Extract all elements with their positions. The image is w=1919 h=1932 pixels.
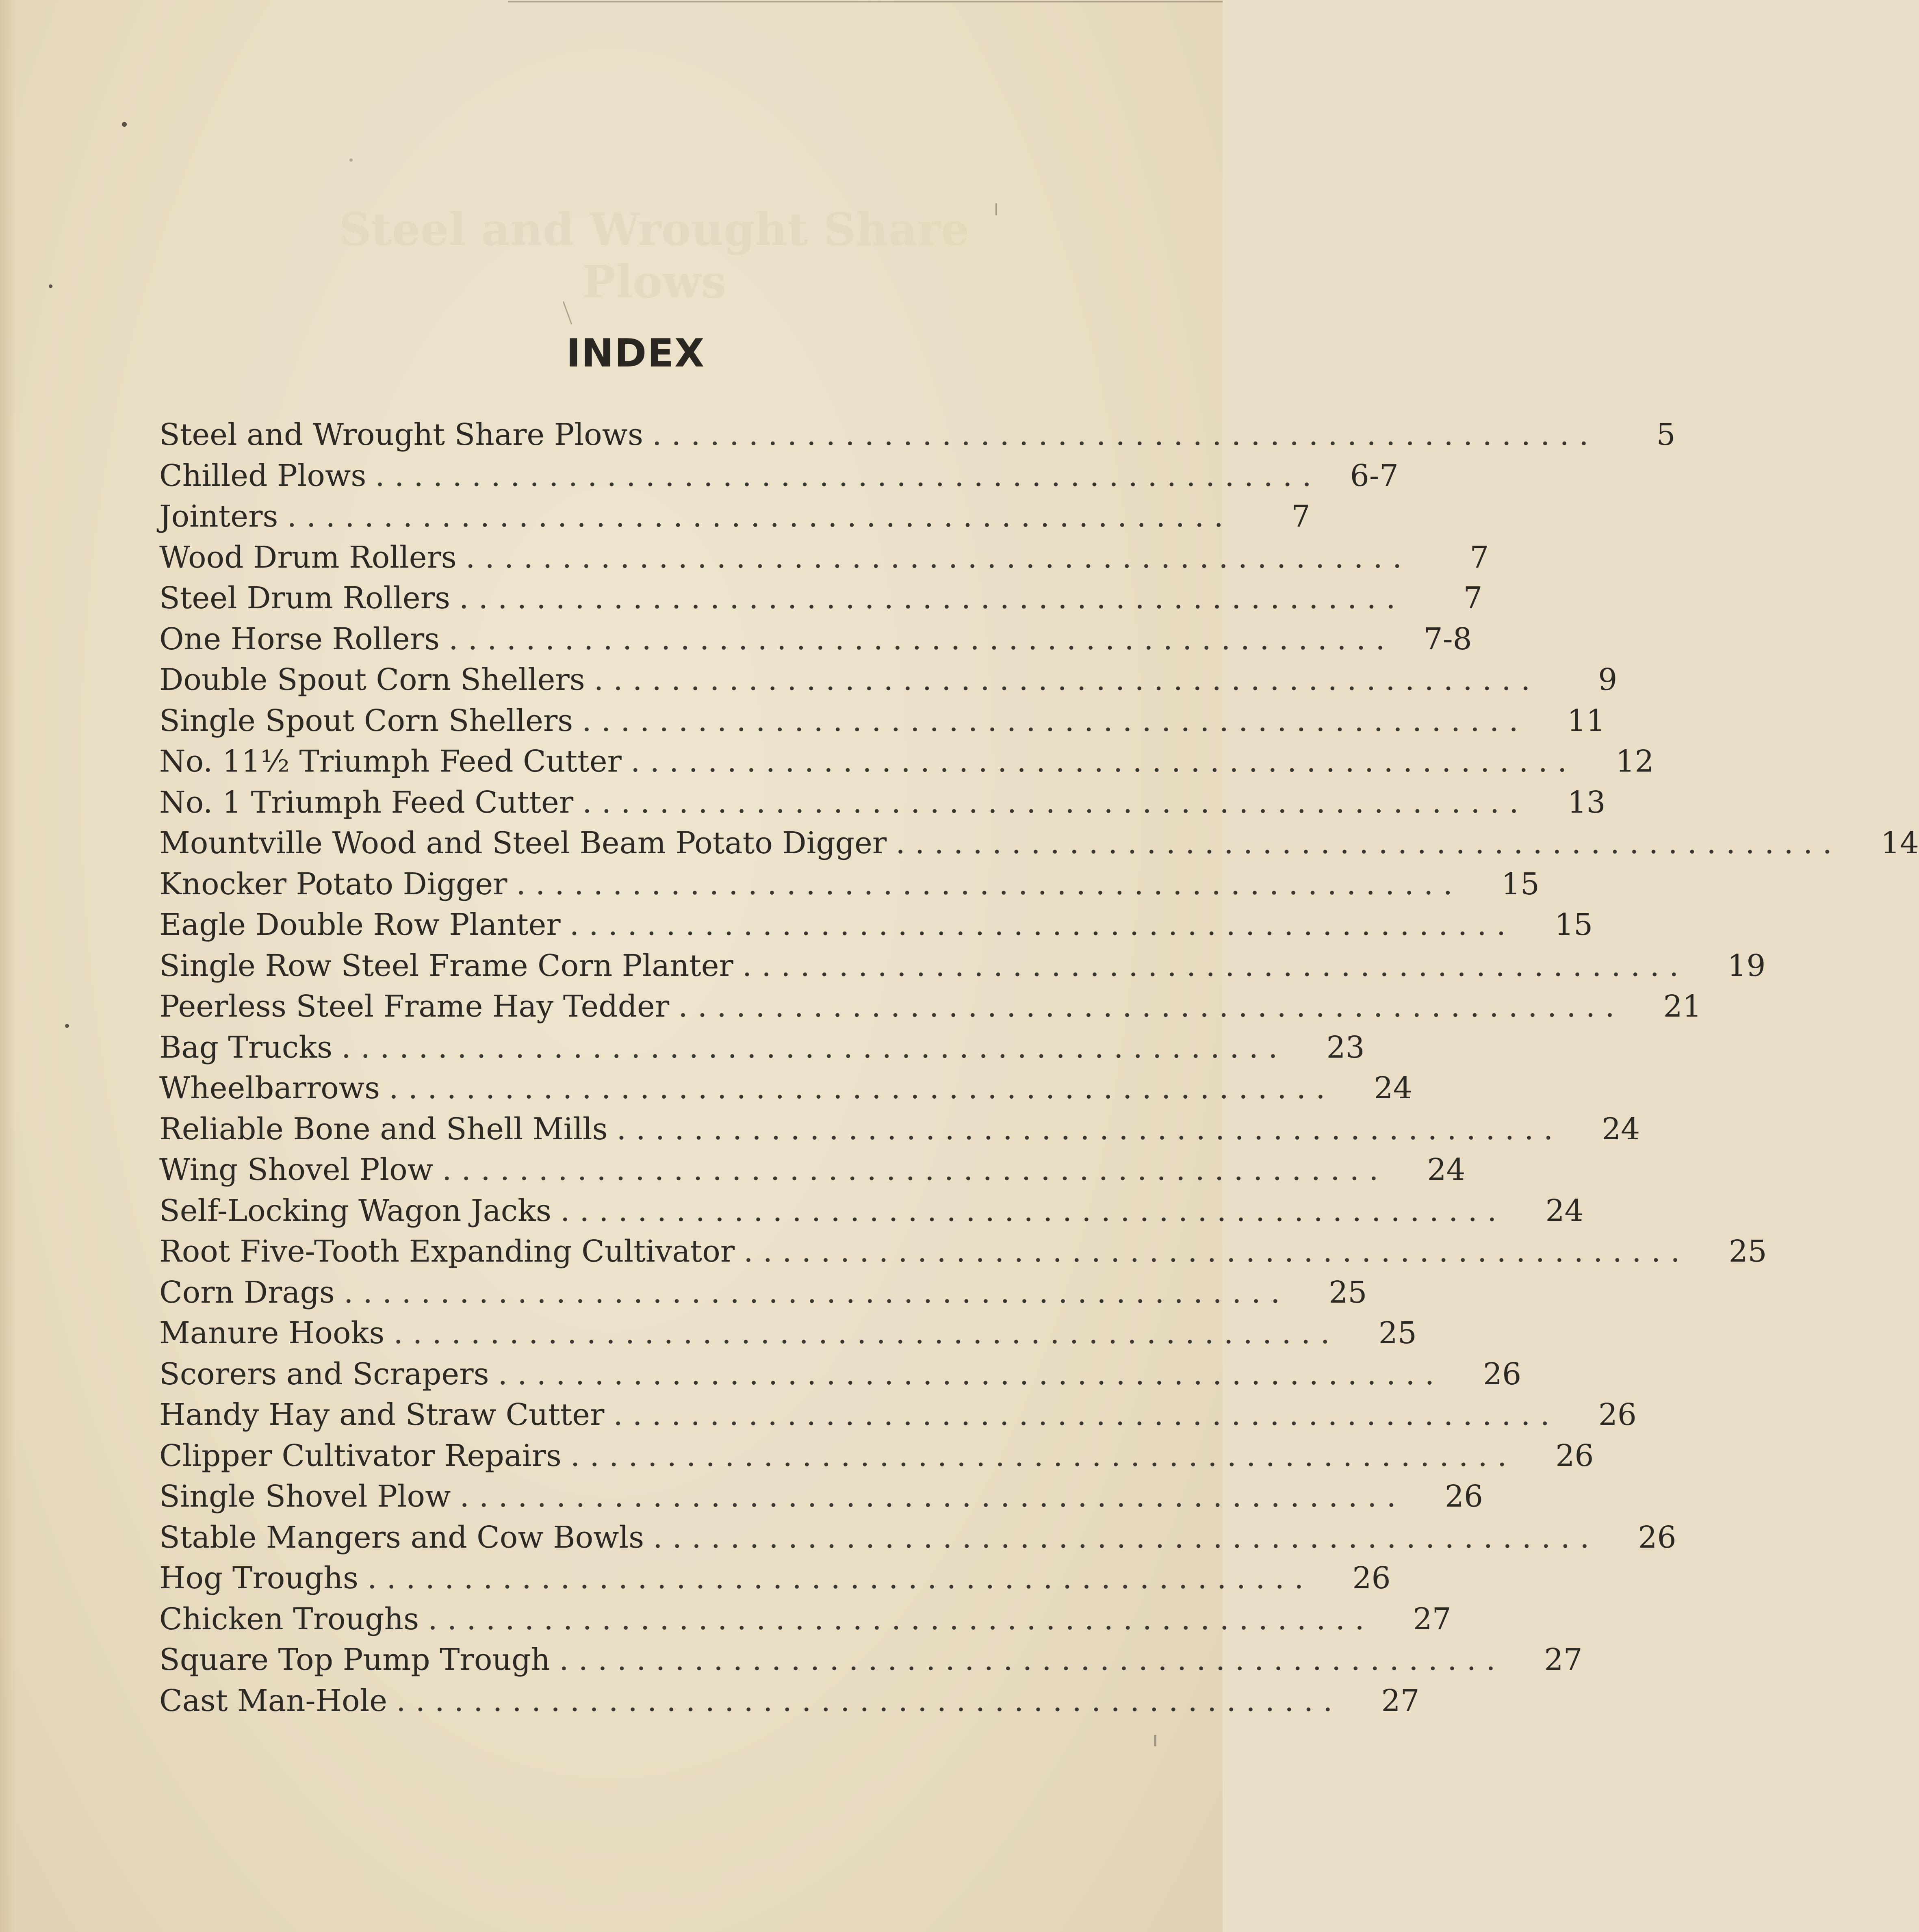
- index-entry-page: 12: [1615, 744, 1654, 779]
- index-entry-page: 7: [1463, 581, 1483, 616]
- index-entry: [159, 986, 1702, 1027]
- dot-leader: .................................................: [341, 1030, 1288, 1065]
- index-entry: [159, 700, 1605, 742]
- paper-speck: [65, 1024, 69, 1028]
- index-entry-page: 24: [1602, 1111, 1640, 1147]
- paper-speck: [1154, 1735, 1156, 1746]
- index-entry-label: Cast Man-Hole: [159, 1683, 388, 1718]
- page-title: INDEX: [566, 331, 705, 376]
- index-entry-page: 14: [1880, 826, 1919, 861]
- index-entry-page: 26: [1555, 1438, 1594, 1473]
- index-entry-page: 24: [1374, 1071, 1412, 1106]
- index-entry-page: 26: [1598, 1397, 1637, 1432]
- index-entry: [159, 945, 1766, 987]
- index-entry: [159, 619, 1472, 660]
- dot-leader: .................................................: [744, 1234, 1690, 1269]
- index-entry: [159, 1149, 1466, 1190]
- dot-leader: .................................................: [393, 1316, 1340, 1351]
- index-entry-page: 27: [1381, 1683, 1420, 1718]
- index-entry: [159, 1476, 1483, 1517]
- dot-leader: .................................................: [594, 662, 1540, 697]
- dot-leader: .................................................: [560, 1193, 1507, 1228]
- index-entry-label: Jointers: [159, 499, 278, 534]
- dot-leader: .................................................: [582, 785, 1529, 820]
- index-entry: [159, 1109, 1640, 1150]
- index-entry: [159, 1558, 1391, 1599]
- index-entry-label: Handy Hay and Straw Cutter: [159, 1397, 605, 1432]
- dot-leader: .................................................: [343, 1275, 1290, 1310]
- dot-leader: .................................................: [630, 744, 1577, 779]
- index-entry-page: 13: [1567, 785, 1606, 820]
- index-entry: [159, 782, 1606, 823]
- index-entry: [159, 537, 1489, 578]
- dot-leader: .................................................: [428, 1601, 1374, 1637]
- index-entry: [159, 823, 1919, 864]
- dot-leader: .................................................: [389, 1071, 1335, 1106]
- dot-leader: .................................................: [442, 1152, 1388, 1187]
- page-edge-shadow: [0, 0, 16, 1932]
- index-entry-page: 7-8: [1423, 621, 1472, 657]
- dot-leader: .................................................: [616, 1111, 1563, 1147]
- index-entry-page: 6-7: [1350, 458, 1399, 493]
- index-entry-label: No. 11½ Triumph Feed Cutter: [159, 744, 622, 779]
- dot-leader: .................................................: [570, 1438, 1517, 1473]
- index-entry: [159, 578, 1483, 619]
- index-entry-label: Square Top Pump Trough: [159, 1642, 551, 1677]
- dot-leader: .................................................: [652, 417, 1598, 452]
- index-entry-label: Bag Trucks: [159, 1030, 333, 1065]
- index-entry-page: 24: [1427, 1152, 1466, 1187]
- paper-speck: [49, 284, 52, 288]
- index-entry-page: 26: [1352, 1561, 1391, 1596]
- index-entry-label: Clipper Cultivator Repairs: [159, 1438, 562, 1473]
- index-entry-page: 9: [1598, 662, 1618, 697]
- index-entry: [159, 1313, 1417, 1354]
- dot-leader: .................................................: [287, 499, 1234, 534]
- index-entry-label: Wing Shovel Plow: [159, 1152, 434, 1187]
- index-entry-page: 27: [1413, 1601, 1451, 1637]
- dot-leader: .................................................: [582, 703, 1528, 738]
- index-entry-label: Self-Locking Wagon Jacks: [159, 1193, 551, 1228]
- index-entry: [159, 414, 1676, 455]
- index-entry: [159, 1517, 1676, 1558]
- index-entry-page: 5: [1656, 417, 1676, 452]
- index-entry: [159, 1190, 1584, 1232]
- index-entry-label: One Horse Rollers: [159, 621, 440, 657]
- index-entry-label: Stable Mangers and Cow Bowls: [159, 1520, 644, 1555]
- index-entry: [159, 496, 1311, 537]
- index-entry: [159, 1435, 1594, 1477]
- index-entry: [159, 1068, 1412, 1109]
- index-entry-page: 21: [1663, 989, 1702, 1024]
- index-entry: [159, 1272, 1367, 1313]
- dot-leader: .................................................: [613, 1397, 1559, 1432]
- index-entry-label: Eagle Double Row Planter: [159, 907, 561, 942]
- index-entry-label: Steel and Wrought Share Plows: [159, 417, 643, 452]
- index-entry-page: 23: [1326, 1030, 1365, 1065]
- dot-leader: .................................................: [396, 1683, 1342, 1718]
- index-entry-page: 25: [1378, 1316, 1417, 1351]
- dot-leader: .................................................: [367, 1561, 1314, 1596]
- index-entry-page: 7: [1470, 540, 1489, 575]
- index-entry-label: Reliable Bone and Shell Mills: [159, 1111, 608, 1147]
- index-entry-page: 15: [1501, 866, 1540, 902]
- index-entry-label: Single Spout Corn Shellers: [159, 703, 573, 738]
- index-entry-label: Single Row Steel Frame Corn Planter: [159, 948, 733, 983]
- index-entry: [159, 1231, 1767, 1272]
- paper-speck: [122, 122, 127, 127]
- index-entry-page: 7: [1291, 499, 1311, 534]
- dot-leader: .................................................: [896, 826, 1842, 861]
- index-entry-label: Wheelbarrows: [159, 1071, 380, 1106]
- index-entry: [159, 741, 1654, 782]
- index-entry-label: Wood Drum Rollers: [159, 540, 457, 575]
- index-entry: [159, 1639, 1583, 1680]
- dot-leader: .................................................: [498, 1356, 1444, 1392]
- index-entry-page: 24: [1545, 1193, 1584, 1228]
- dot-leader: .................................................: [375, 458, 1321, 493]
- index-entry-label: Mountville Wood and Steel Beam Potato Digger: [159, 826, 887, 861]
- index-entry-label: Steel Drum Rollers: [159, 581, 451, 616]
- index-entry-label: Chicken Troughs: [159, 1601, 419, 1637]
- index-entry-label: Double Spout Corn Shellers: [159, 662, 585, 697]
- index-entry: [159, 904, 1593, 945]
- index-entry-page: 26: [1483, 1356, 1522, 1392]
- index-entry-label: Chilled Plows: [159, 458, 366, 493]
- index-entry-page: 26: [1638, 1520, 1676, 1555]
- dot-leader: .................................................: [459, 581, 1405, 616]
- index-entry-label: Scorers and Scrapers: [159, 1356, 489, 1392]
- show-through-text: Steel and Wrought Share Plows: [339, 203, 969, 308]
- index-entry: [159, 864, 1540, 905]
- index-entry-page: 15: [1555, 907, 1593, 942]
- index-entry: [159, 455, 1399, 497]
- index-entry-label: Single Shovel Plow: [159, 1479, 451, 1514]
- top-edge-rule: [508, 1, 1223, 2]
- dot-leader: .................................................: [742, 948, 1689, 983]
- index-list: [159, 414, 1919, 1721]
- index-entry-label: Knocker Potato Digger: [159, 866, 507, 902]
- index-entry-page: 25: [1728, 1234, 1767, 1269]
- dot-leader: .................................................: [678, 989, 1624, 1024]
- index-entry-page: 27: [1544, 1642, 1583, 1677]
- dot-leader: .................................................: [465, 540, 1412, 575]
- index-entry: [159, 1027, 1365, 1068]
- index-entry: [159, 1680, 1420, 1722]
- dot-leader: .................................................: [460, 1479, 1406, 1514]
- dot-leader: .................................................: [653, 1520, 1599, 1555]
- index-entry-label: Root Five-Tooth Expanding Cultivator: [159, 1234, 735, 1269]
- index-entry-label: No. 1 Triumph Feed Cutter: [159, 785, 574, 820]
- paper-speck: [349, 158, 353, 162]
- dot-leader: .................................................: [516, 866, 1462, 902]
- index-entry-page: 11: [1567, 703, 1605, 738]
- index-entry-page: 26: [1444, 1479, 1483, 1514]
- index-entry-page: 25: [1329, 1275, 1367, 1310]
- dot-leader: .................................................: [569, 907, 1516, 942]
- index-entry-label: Corn Drags: [159, 1275, 335, 1310]
- index-entry-label: Peerless Steel Frame Hay Tedder: [159, 989, 670, 1024]
- index-entry: [159, 1354, 1522, 1395]
- index-entry-label: Manure Hooks: [159, 1316, 385, 1351]
- index-entry: [159, 659, 1618, 700]
- index-entry: [159, 1394, 1637, 1435]
- dot-leader: .................................................: [559, 1642, 1505, 1677]
- dot-leader: .................................................: [449, 621, 1395, 657]
- index-entry-label: Hog Troughs: [159, 1561, 358, 1596]
- index-entry: [159, 1599, 1451, 1640]
- paper-speck: [995, 203, 997, 215]
- index-entry-page: 19: [1727, 948, 1766, 983]
